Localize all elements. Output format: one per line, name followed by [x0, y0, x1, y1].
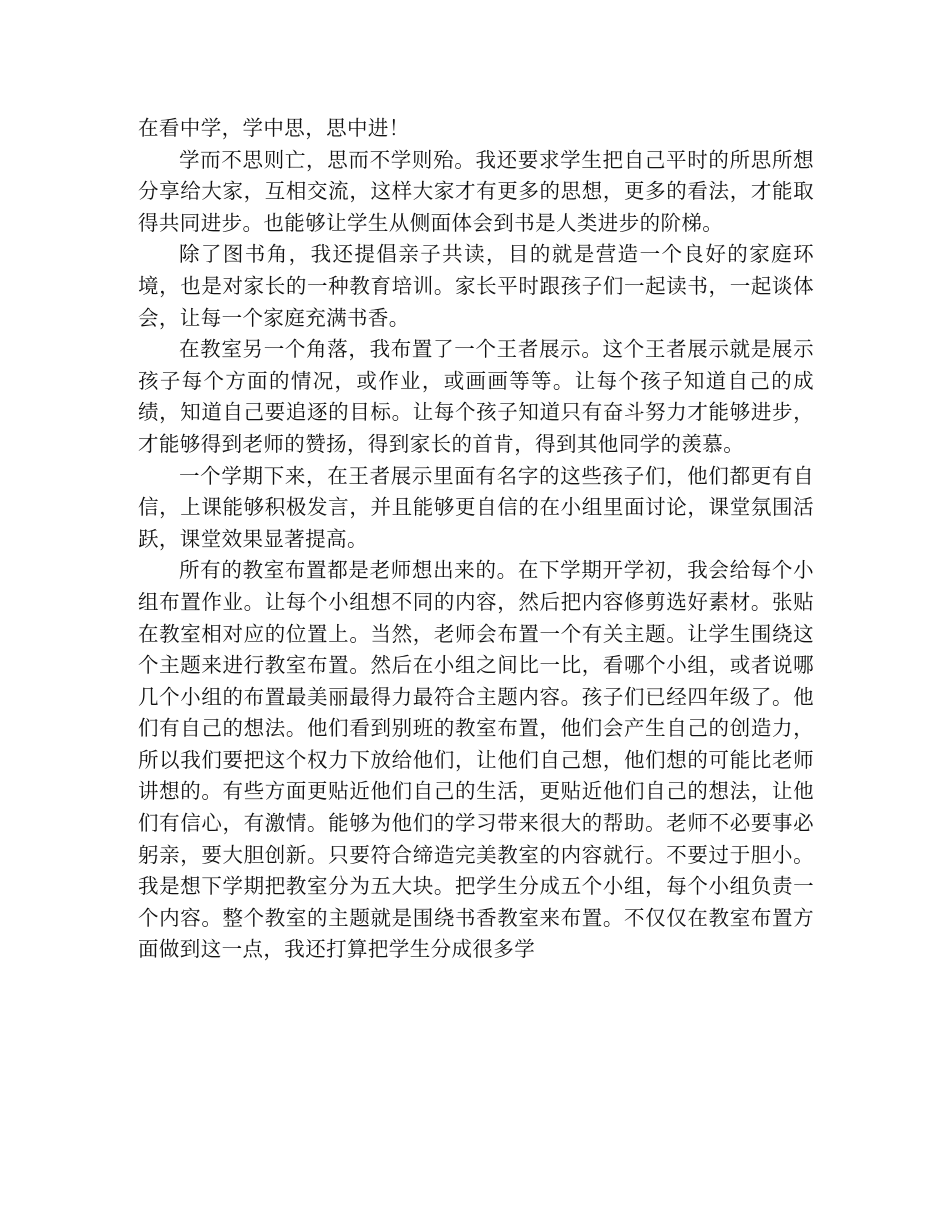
paragraph-king-display: 在教室另一个角落，我布置了一个王者展示。这个王者展示就是展示孩子每个方面的情况，或作业，或画画等等。让每个孩子知道自己的成绩，知道自己要追逐的目标。让每个孩子知道只有奋斗努力才能够进步，才能够得到老师的赞扬，得到家长的首肯，得到其他同学的羡慕。: [138, 337, 814, 456]
paragraph-continued: 在看中学，学中思，思中进！: [138, 116, 410, 140]
document-body: [138, 113, 814, 966]
paragraph-reflection: 学而不思则亡，思而不学则殆。我还要求学生把自己平时的所思所想分享给大家，互相交流，这样大家才有更多的思想，更多的看法，才能取得共同进步。也能够让学生从侧面体会到书是人类进步的阶梯。: [138, 147, 814, 235]
paragraph-parent-reading: 除了图书角，我还提倡亲子共读，目的就是营造一个良好的家庭环境，也是对家长的一种教育培训。家长平时跟孩子们一起读书，一起谈体会，让每一个家庭充满书香。: [138, 242, 814, 330]
paragraph-semester-result: 一个学期下来，在王者展示里面有名字的这些孩子们，他们都更有自信，上课能够积极发言，并且能够更自信的在小组里面讨论，课堂氛围活跃，课堂效果显著提高。: [138, 463, 814, 551]
paragraph-classroom-layout: 所有的教室布置都是老师想出来的。在下学期开学初，我会给每个小组布置作业。让每个小组想不同的内容，然后把内容修剪选好素材。张贴在教室相对应的位置上。当然，老师会布置一个有关主题。让学生围绕这个主题来进行教室布置。然后在小组之间比一比，看哪个小组，或者说哪几个小组的布置最美丽最得力最符合主题内容。孩子们已经四年级了。他们有自己的想法。他们看到别班的教室布置，他们会产生自己的创造力，所以我们要把这个权力下放给他们，让他们自己想，他们想的可能比老师讲想的。有些方面更贴近他们自己的生活，更贴近他们自己的想法，让他们有信心，有激情。能够为他们的学习带来很大的帮助。老师不必要事必躬亲，要大胆创新。只要符合缔造完美教室的内容就行。不要过于胆小。我是想下学期把教室分为五大块。把学生分成五个小组，每个小组负责一个内容。整个教室的主题就是围绕书香教室来布置。不仅仅在教室布置方面做到这一点，我还打算把学生分成很多学: [138, 558, 814, 962]
